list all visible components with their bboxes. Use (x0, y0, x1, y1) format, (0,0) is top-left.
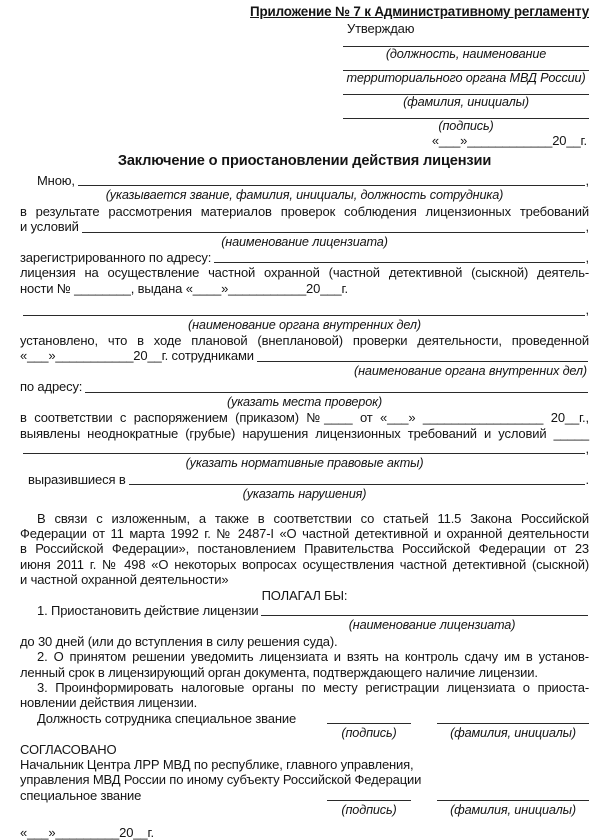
page-title: Заключение о приостановлении действия лицензии (117, 153, 492, 169)
item1-tail: до 30 дней (или до вступления в силу решения суда). (20, 633, 338, 649)
approver-position-caption-1: (должность, наименование (385, 47, 547, 61)
blank-licensee (82, 220, 585, 233)
blank-ovd-name (23, 303, 585, 316)
approver-sign-caption: (подпись) (438, 119, 494, 133)
spacer (20, 503, 589, 511)
comma: , (585, 219, 589, 235)
registered-label: зарегистрированного по адресу: (20, 250, 212, 266)
legal-paragraph-line: в Российской Федерации», постановлением Правительства Российской Федерации от 23 (20, 541, 589, 557)
legal-paragraph-line: Федерации от 11 марта 1992 г. № 2487-I «О частной детективной и охранной деятельности (20, 525, 589, 541)
signature-row-chief (20, 788, 589, 803)
blank-approver-name (343, 85, 589, 95)
item3-line-1: 3. Проинформировать налоговые органы по месту регистрации лицензиата о приоста- (37, 680, 589, 695)
sign-caption: (подпись) (341, 726, 397, 741)
name-caption: (фамилия, инициалы) (450, 803, 576, 818)
approval-block (343, 20, 589, 149)
position-label: Должность сотрудника специальное звание (37, 710, 297, 726)
officer-caption: (указывается звание, фамилия, инициалы, должность сотрудника) (105, 188, 504, 203)
item3-line-2: новлении действия лицензии. (20, 695, 198, 711)
agreed-date-blank: «___»_________20__г. (20, 824, 154, 840)
approver-position-caption-2: территориального органа МВД России) (346, 71, 586, 85)
name-caption: (фамилия, инициалы) (450, 726, 576, 741)
field-line-ovd (20, 302, 589, 317)
blank-approver-org (343, 61, 589, 71)
legal-paragraph-line: В связи с изложенным, а также в соответствии со статьей 11.5 Закона Российской (37, 510, 589, 526)
sign-caption: (подпись) (341, 803, 397, 818)
approve-label: Утверждаю (347, 21, 415, 36)
field-line-check-address (20, 379, 589, 394)
blank-officer-signature (327, 711, 411, 726)
comma: , (585, 440, 589, 456)
blank-violations (129, 472, 585, 485)
blank-officer (78, 173, 585, 186)
comma: , (585, 302, 589, 318)
signature-row-officer (20, 711, 589, 726)
resolution-heading: ПОЛАГАЛ БЫ: (261, 587, 348, 603)
comma: , (585, 173, 589, 188)
signature-captions-chief (20, 803, 589, 818)
blank-approver-signature (343, 109, 589, 119)
blank-chief-fullname (437, 788, 589, 803)
comma: , (585, 250, 589, 266)
item1-label: 1. Приостановить действие лицензии (37, 602, 259, 618)
legal-paragraph-line: июня 2011 г. № 498 «О некоторых вопросах осуществления частной детективной (сыскной) (20, 556, 589, 572)
field-line-item1 (20, 603, 589, 618)
chief-line-1: Начальник Центра ЛРР МВД по республике, главного управления, (20, 757, 414, 773)
blank-check-places (85, 380, 588, 393)
violations-line: выявлены неоднократные (грубые) нарушения лицензионных требований и условий _____ (20, 425, 589, 441)
blank-legal-acts (23, 441, 585, 454)
conditions-label: и условий (20, 219, 79, 235)
ovd-caption-1: (наименование органа внутренних дел) (188, 317, 421, 332)
approver-name-caption: (фамилия, инициалы) (403, 95, 529, 109)
period: . (585, 471, 589, 487)
established-line: установлено, что в ходе плановой (внеплановой) проверки деятельности, проведенной (20, 333, 589, 349)
blank-chief-signature (327, 788, 411, 803)
chief-line-2: управления МВД России по иному субъекту Российской Федерации (20, 772, 422, 788)
expressed-label: выразившиеся в (28, 471, 126, 487)
blank-approver-position (343, 37, 589, 47)
legal-paragraph-line: и частной охранной деятельности» (20, 572, 229, 588)
licensee-caption: (наименование лицензиата) (221, 234, 388, 249)
approval-date-blank: «___»____________20__г. (431, 133, 587, 148)
blank-item1-licensee (261, 603, 588, 616)
item2-line-1: 2. О принятом решении уведомить лицензиата и взять на контроль сдачу им в установ- (37, 649, 589, 665)
item1-caption: (наименование лицензиата) (348, 618, 516, 633)
result-line: в результате рассмотрения материалов проверок соблюдения лицензионных требований (20, 203, 589, 219)
mnoyu-label: Мною, (37, 173, 75, 188)
signature-captions-officer (20, 726, 589, 741)
field-line-licensee (20, 219, 589, 234)
field-line-officer (20, 173, 589, 188)
appendix-header: Приложение № 7 к Административному регламенту (250, 4, 589, 19)
item2-line-2: ленный срок в лицензирующий орган документа, подтверждающего наличие лицензии. (20, 664, 538, 680)
field-line-check-date (20, 348, 589, 363)
places-caption: (указать места проверок) (226, 394, 383, 409)
order-line: в соответствии с распоряжением (приказом) №____ от «___» _________________ 20__г., (20, 410, 589, 426)
field-line-address (20, 250, 589, 265)
rank-label: специальное звание (20, 787, 142, 803)
acts-caption: (указать нормативные правовые акты) (185, 456, 424, 471)
license-line-2: ности № ________, выдана «____»___________20___г. (20, 280, 348, 296)
address-label: по адресу: (20, 379, 83, 395)
blank-checking-ovd (257, 349, 588, 362)
agreed-label: СОГЛАСОВАНО (20, 741, 117, 757)
blank-address (214, 250, 584, 263)
blank-officer-fullname (437, 711, 589, 726)
violations-caption: (указать нарушения) (242, 487, 367, 502)
license-line-1: лицензия на осуществление частной охранной (частной детективной (сыскной) деятель- (20, 265, 589, 281)
field-line-violations (20, 472, 589, 487)
field-line-acts (20, 441, 589, 456)
ovd-caption-2: (наименование органа внутренних дел) (354, 363, 587, 378)
check-date-label: «___»___________20__г. сотрудниками (20, 348, 254, 364)
